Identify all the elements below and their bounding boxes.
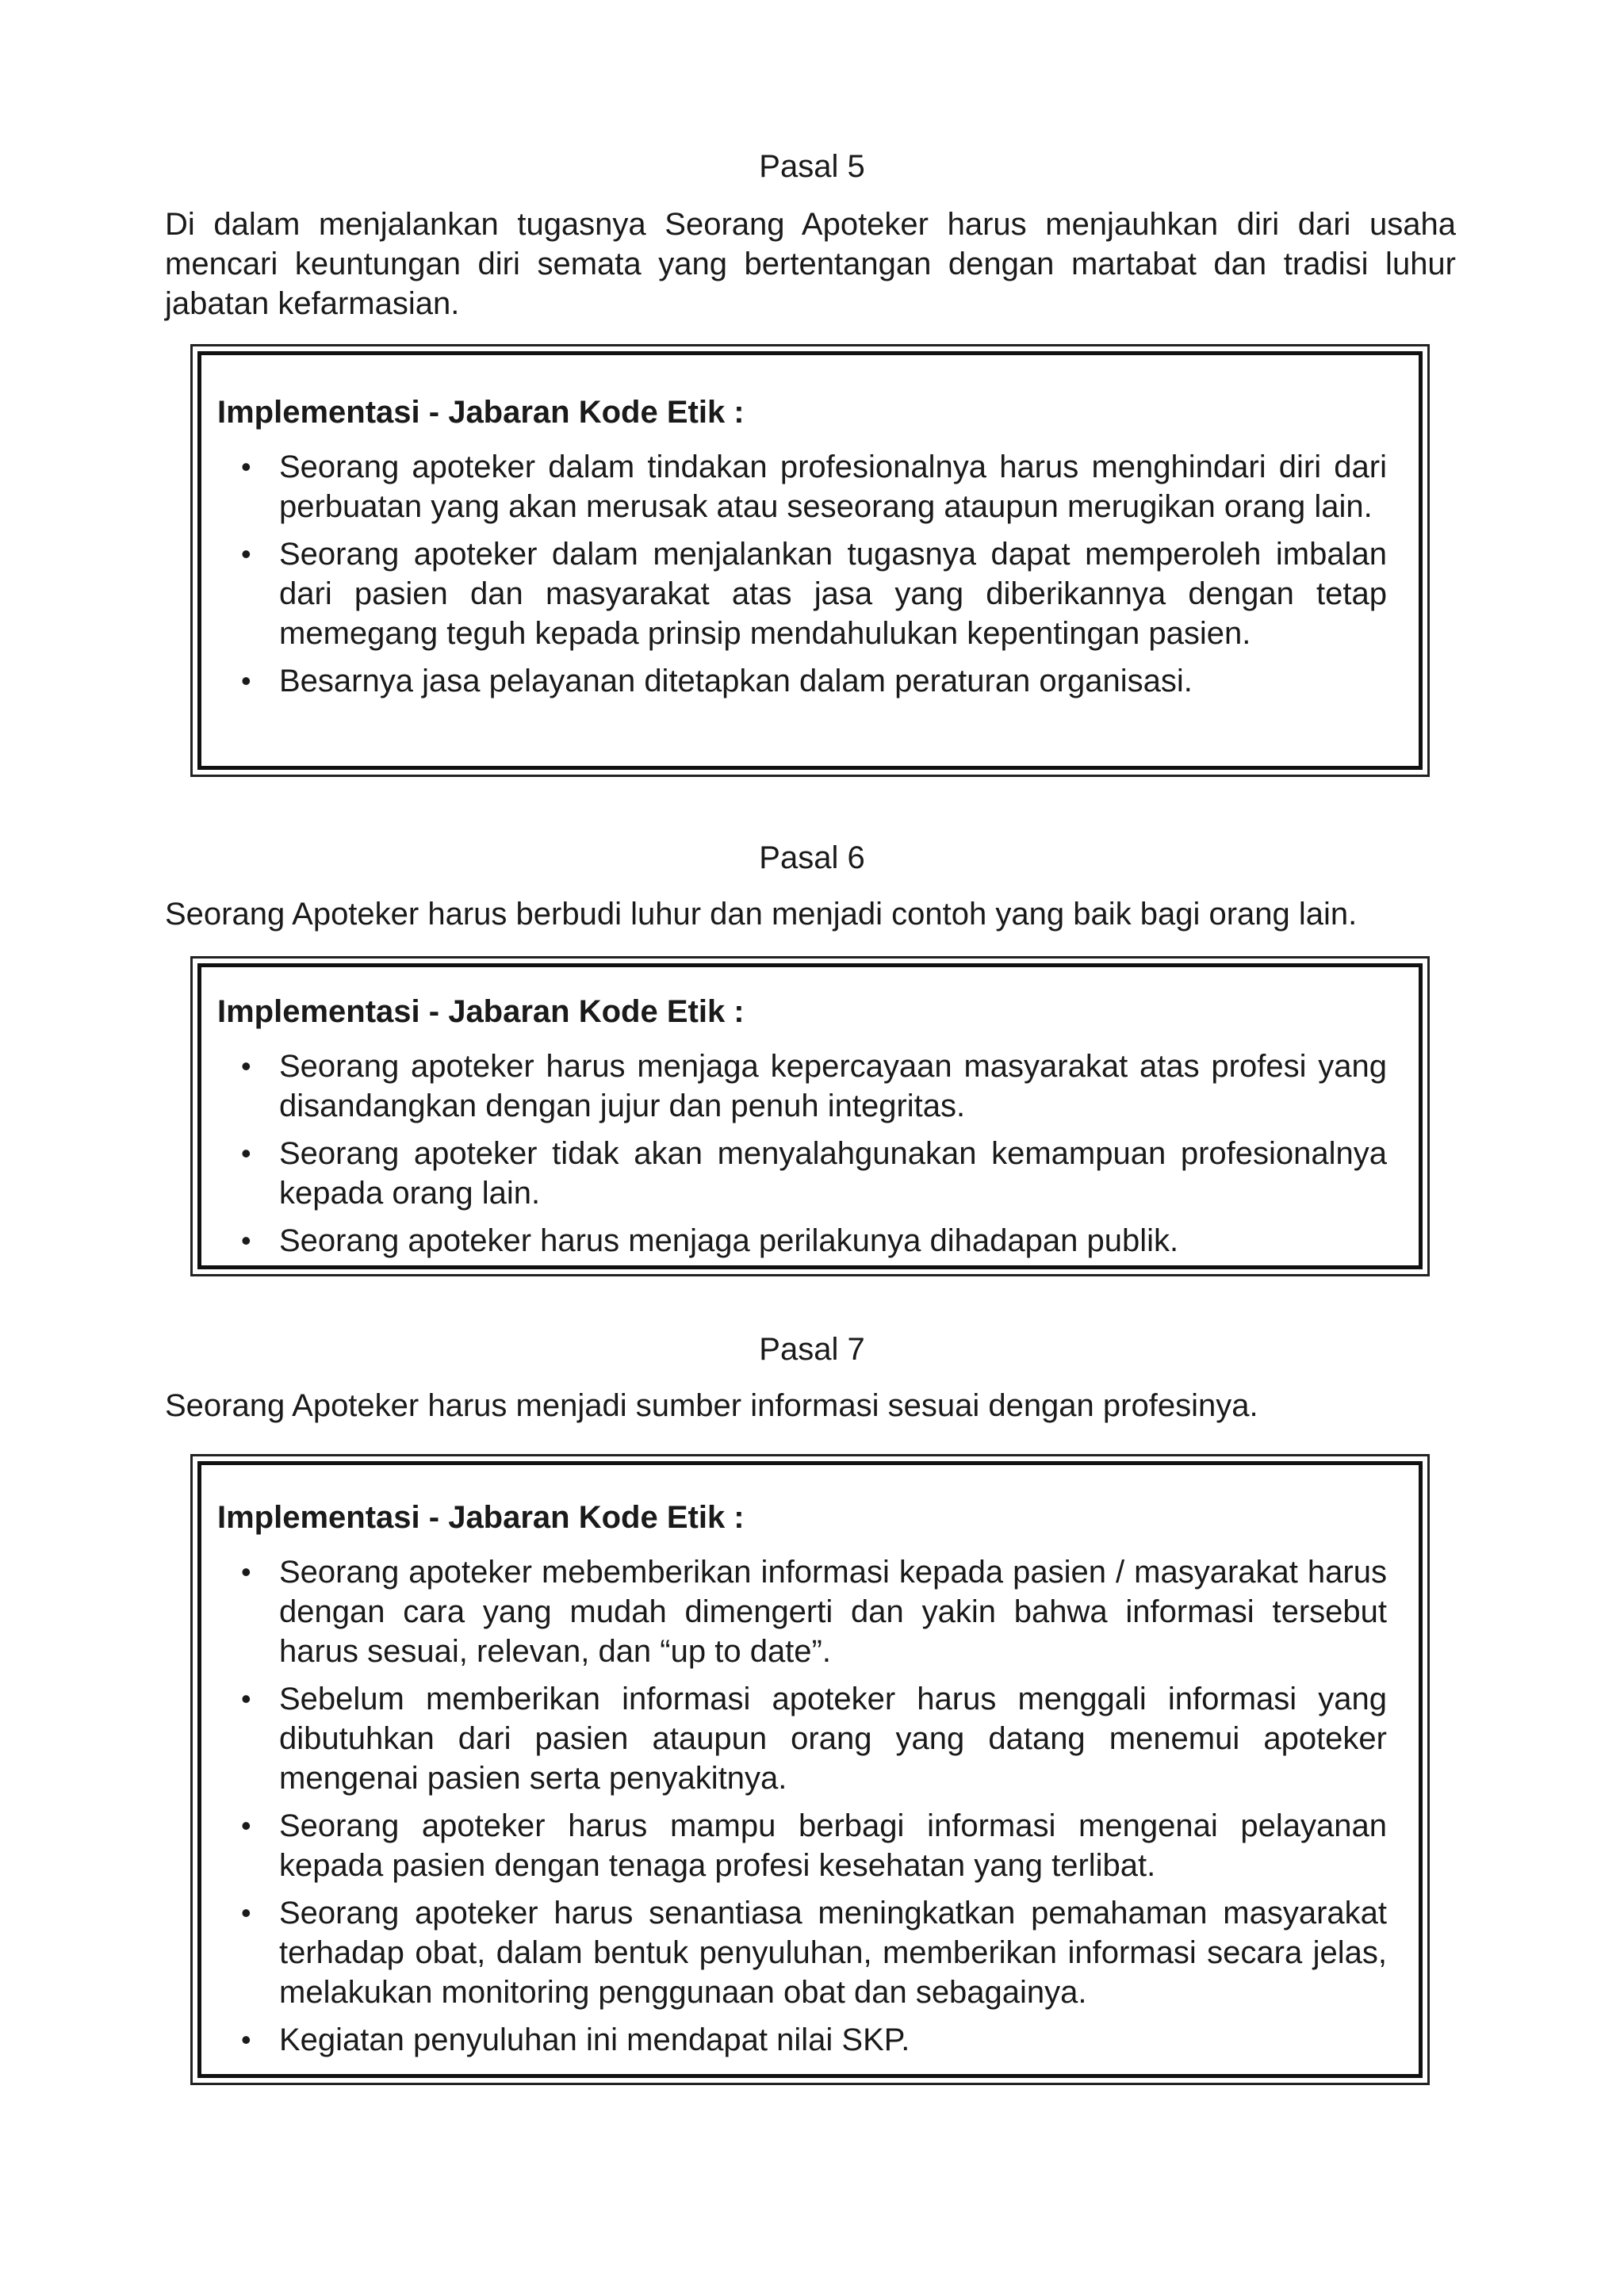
list-item-text: Seorang apoteker harus mampu berbagi informasi mengenai pelayanan kepada pasien dengan tenaga profesi kesehatan yang terlibat. <box>279 1808 1387 1883</box>
bullet-icon: • <box>241 1556 251 1588</box>
list-item-text: Seorang apoteker harus menjaga kepercayaan masyarakat atas profesi yang disandangkan dengan jujur dan penuh integritas. <box>279 1049 1387 1123</box>
list-item-text: Seorang apoteker harus menjaga perilakunya dihadapan publik. <box>279 1223 1179 1258</box>
implementation-list <box>201 1047 1419 1269</box>
box-inner-border <box>197 963 1423 1269</box>
implementation-list <box>201 447 1419 709</box>
list-item-text: Sebelum memberikan informasi apoteker harus menggali informasi yang dibutuhkan dari pasien ataupun orang yang datang menemui apoteker mengenai pasien serta penyakitnya. <box>279 1682 1387 1796</box>
list-item-text: Seorang apoteker tidak akan menyalahgunakan kemampuan profesionalnya kepada orang lain. <box>279 1136 1387 1211</box>
pasal-6-implementation-box <box>190 956 1430 1276</box>
list-item <box>201 1221 1419 1261</box>
list-item-text: Seorang apoteker dalam menjalankan tugasnya dapat memperoleh imbalan dari pasien dan masyarakat atas jasa yang diberikannya dengan tetap memegang teguh kepada prinsip mendahulukan kepentingan pasien. <box>279 537 1387 651</box>
list-item <box>201 447 1419 526</box>
bullet-icon: • <box>241 538 251 570</box>
list-item <box>201 1679 1419 1798</box>
bullet-icon: • <box>241 1896 251 1929</box>
list-item-text: Seorang apoteker mebemberikan informasi kepada pasien / masyarakat harus dengan cara yang mudah dimengerti dan yakin bahwa informasi tersebut harus sesuai, relevan, dan “up to date”. <box>279 1555 1387 1669</box>
bullet-icon: • <box>241 1137 251 1169</box>
bullet-icon: • <box>241 1224 251 1257</box>
list-item <box>201 1893 1419 2012</box>
pasal-5-implementation-box <box>190 344 1430 777</box>
list-item <box>201 1134 1419 1213</box>
bullet-icon: • <box>241 664 251 697</box>
implementation-list <box>201 1552 1419 2068</box>
implementation-heading: Implementasi - Jabaran Kode Etik : <box>217 395 745 430</box>
list-item-text: Seorang apoteker harus senantiasa meningkatkan pemahaman masyarakat terhadap obat, dalam bentuk penyuluhan, memberikan informasi secara jelas, melakukan monitoring penggunaan obat dan sebagainya. <box>279 1896 1387 2010</box>
pasal-7-implementation-box <box>190 1454 1430 2085</box>
bullet-icon: • <box>241 1809 251 1842</box>
bullet-icon: • <box>241 1682 251 1715</box>
implementation-heading: Implementasi - Jabaran Kode Etik : <box>217 994 745 1029</box>
bullet-icon: • <box>241 2023 251 2056</box>
implementation-heading: Implementasi - Jabaran Kode Etik : <box>217 1500 745 1535</box>
box-inner-border <box>197 351 1423 770</box>
pasal-6-title: Pasal 6 <box>759 840 865 875</box>
pasal-6-text: Seorang Apoteker harus berbudi luhur dan menjadi contoh yang baik bagi orang lain. <box>165 897 1358 932</box>
list-item <box>201 2020 1419 2060</box>
list-item <box>201 1047 1419 1126</box>
pasal-7-title: Pasal 7 <box>759 1332 865 1367</box>
pasal-5-text: Di dalam menjalankan tugasnya Seorang Apoteker harus menjauhkan diri dari usaha mencari keuntungan diri semata yang bertentangan dengan martabat dan tradisi luhur jabatan kefarmasian. <box>165 207 1456 321</box>
list-item-text: Seorang apoteker dalam tindakan profesionalnya harus menghindari diri dari perbuatan yang akan merusak atau seseorang ataupun merugikan orang lain. <box>279 450 1387 524</box>
list-item <box>201 534 1419 653</box>
list-item <box>201 1552 1419 1671</box>
bullet-icon: • <box>241 450 251 483</box>
list-item <box>201 661 1419 701</box>
pasal-5-title: Pasal 5 <box>759 149 865 184</box>
list-item-text: Besarnya jasa pelayanan ditetapkan dalam peraturan organisasi. <box>279 664 1193 698</box>
list-item-text: Kegiatan penyuluhan ini mendapat nilai SKP. <box>279 2022 910 2057</box>
bullet-icon: • <box>241 1050 251 1082</box>
pasal-7-text: Seorang Apoteker harus menjadi sumber informasi sesuai dengan profesinya. <box>165 1388 1258 1423</box>
list-item <box>201 1806 1419 1885</box>
box-inner-border <box>197 1461 1423 2078</box>
